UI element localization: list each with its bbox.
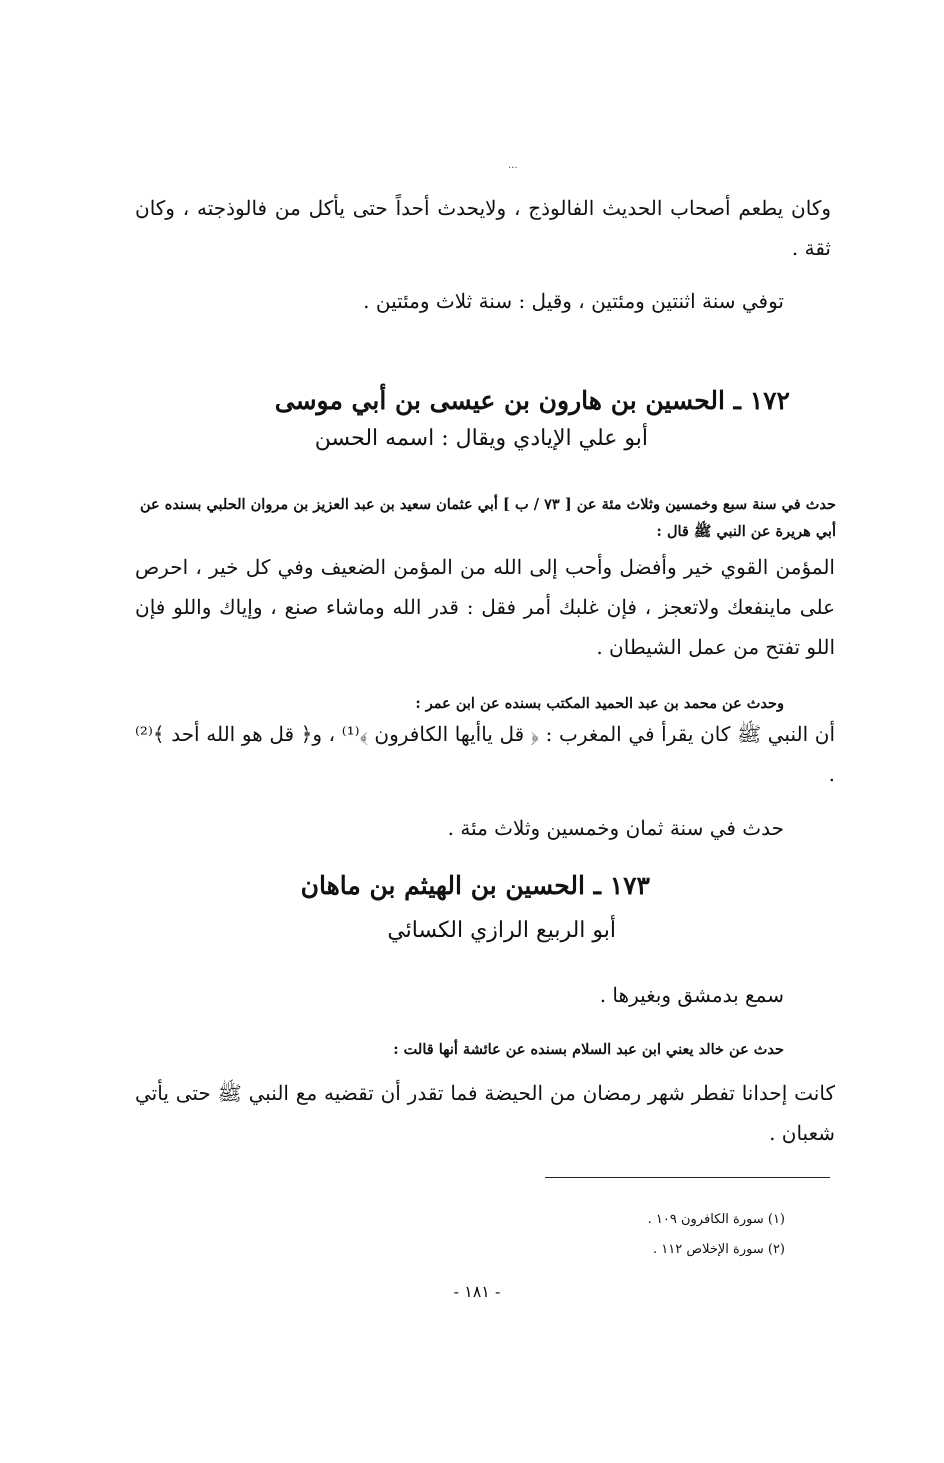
footnote-rule bbox=[545, 1177, 830, 1178]
top-mark: ... bbox=[508, 160, 518, 171]
entry-173-subheading: أبو الربيع الرازي الكسائي bbox=[387, 918, 616, 943]
entry-172-note: حدث في سنة ثمان وخمسين وثلاث مئة . bbox=[447, 816, 784, 840]
entry-172-heading: ١٧٢ ـ الحسين بن هارون بن عيسى بن أبي موسى bbox=[274, 386, 790, 415]
footnote-1: (١) سورة الكافرون ١٠٩ . bbox=[647, 1212, 785, 1227]
entry-172-isnad-1: حدث في سنة سبع وخمسين وثلاث مئة عن [ ٧٣ / ب ] أبي عثمان سعيد بن عبد العزيز بن مروان الحلبي بسنده عن أبي هريرة عن النبي ﷺ قال : bbox=[140, 496, 836, 540]
entry-172-isnad-2: وحدث عن محمد بن عبد الحميد المكتب بسنده عن ابن عمر : bbox=[415, 695, 784, 712]
entry-172-hadith-2: أن النبي ﷺ كان يقرأ في المغرب : ﴿ قل ياأيها الكافرون ﴾⁽¹⁾ ، و﴿ قل هو الله أحد ﴾⁽²⁾ . bbox=[135, 722, 836, 786]
entry-172-subheading: أبو علي الإيادي ويقال : اسمه الحسن bbox=[314, 426, 648, 451]
entry-173-note: سمع بدمشق وبغيرها . bbox=[599, 983, 784, 1007]
paragraph-continuation: وكان يطعم أصحاب الحديث الفالوذج ، ولايحدث أحداً حتى يأكل من فالوذجته ، وكان ثقة . bbox=[135, 196, 831, 260]
footnote-2: (٢) سورة الإخلاص ١١٢ . bbox=[653, 1242, 785, 1257]
entry-172-hadith-1: المؤمن القوي خير وأفضل وأحب إلى الله من المؤمن الضعيف وفي كل خير ، احرص على ماينفعك ولاتعجز ، فإن غلبك أمر فقل : قدر الله وماشاء صنع ، وإياك واللو فإن اللو تفتح من عمل الشيطان . bbox=[135, 555, 835, 659]
entry-173-isnad: حدث عن خالد يعني ابن عبد السلام بسنده عن عائشة أنها قالت : bbox=[393, 1041, 784, 1058]
page-number: - ١٨١ - bbox=[453, 1282, 501, 1301]
entry-173-hadith: كانت إحدانا تفطر شهر رمضان من الحيضة فما تقدر أن تقضيه مع النبي ﷺ حتى يأتي شعبان . bbox=[135, 1081, 835, 1145]
paragraph-death-date: توفي سنة اثنتين ومئتين ، وقيل : سنة ثلاث ومئتين . bbox=[363, 289, 784, 313]
entry-173-heading: ١٧٣ ـ الحسين بن الهيثم بن ماهان bbox=[300, 871, 650, 900]
